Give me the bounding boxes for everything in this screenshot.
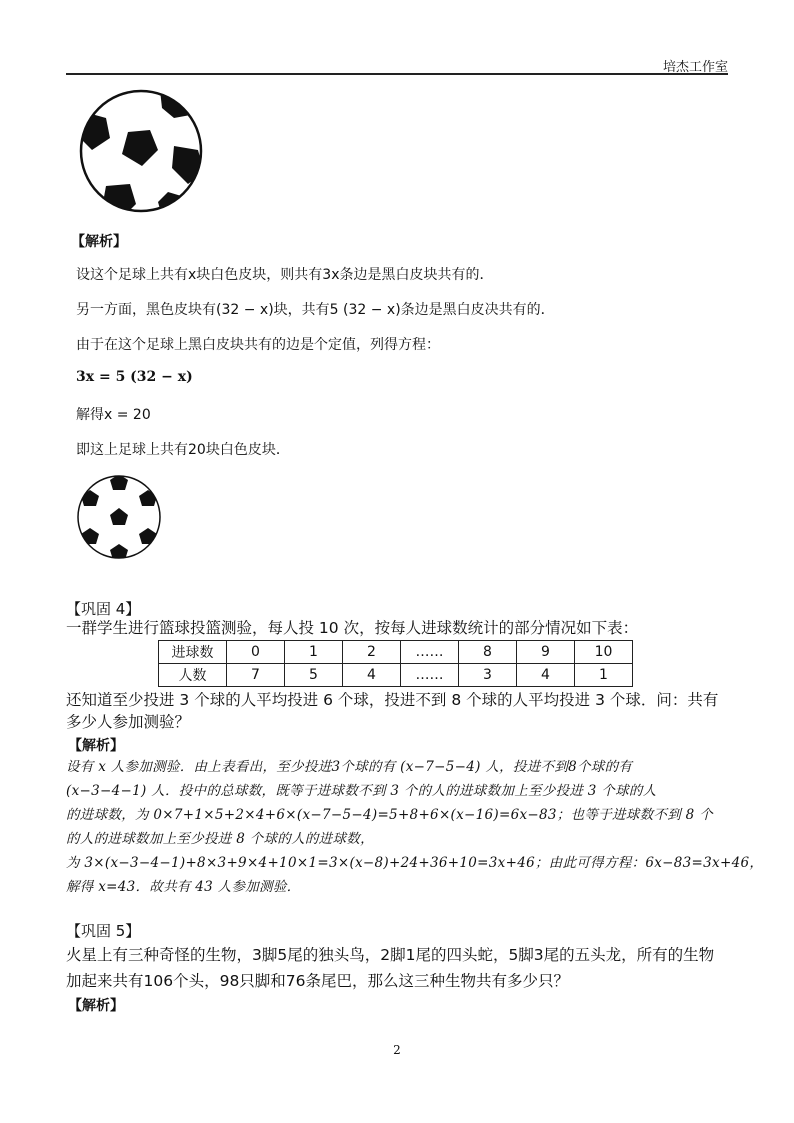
table-row bbox=[159, 641, 633, 664]
page-number: 2 bbox=[393, 1043, 401, 1057]
solution-line: 的进球数，为 0×7+1×5+2×4+6×(x−7−5−4)=5+8+6×(x−16)=6x−83；也等于进球数不到 8 个 bbox=[66, 807, 713, 823]
solution-line: (x−3−4−1) 人．投中的总球数，既等于进球数不到 3 个的人的进球数加上至少投进 3 个球的人 bbox=[66, 783, 657, 799]
solution-result: 解得x = 20 bbox=[76, 407, 151, 423]
section-title: 【巩固 4】 bbox=[66, 600, 141, 618]
solution-line: 设这个足球上共有x块白色皮块，则共有3x条边是黑白皮块共有的． bbox=[76, 267, 494, 283]
table-cell: 10 bbox=[575, 641, 633, 664]
table-cell: 人数 bbox=[159, 664, 227, 687]
table-cell: …… bbox=[401, 641, 459, 664]
header-rule bbox=[66, 73, 728, 75]
table-cell: 8 bbox=[459, 641, 517, 664]
table-cell: 5 bbox=[285, 664, 343, 687]
solution-conclusion: 即这上足球上共有20块白色皮块． bbox=[76, 442, 290, 458]
solution-line: 由于在这个足球上黑白皮块共有的边是个定值，列得方程： bbox=[76, 337, 440, 353]
table-cell: 7 bbox=[227, 664, 285, 687]
table-row bbox=[159, 664, 633, 687]
table-cell: …… bbox=[401, 664, 459, 687]
problem-question: 火星上有三种奇怪的生物，3脚5尾的独头鸟，2脚1尾的四头蛇，5脚3尾的五头龙，所有的生物 bbox=[66, 946, 715, 964]
problem-question: 还知道至少投进 3 个球的人平均投进 6 个球，投进不到 8 个球的人平均投进 3 个球．问：共有 bbox=[66, 691, 719, 709]
solution-line: 解得 x=43．故共有 43 人参加测验． bbox=[66, 879, 301, 895]
solution-line: 为 3×(x−3−4−1)+8×3+9×4+10×1=3×(x−8)+24+36+10=3x+46；由此可得方程：6x−83=3x+46， bbox=[66, 855, 764, 871]
solution-line: 设有 x 人参加测验．由上表看出，至少投进3个球的有 (x−7−5−4) 人，投进不到8个球的有 bbox=[66, 759, 633, 775]
problem-intro: 一群学生进行篮球投篮测验，每人投 10 次，按每人进球数统计的部分情况如下表： bbox=[66, 619, 639, 637]
solution-label: 【解析】 bbox=[71, 234, 127, 250]
solution-line: 另一方面，黑色皮块有(32 − x)块，共有5 (32 − x)条边是黑白皮决共有的． bbox=[76, 302, 555, 318]
table-cell: 2 bbox=[343, 641, 401, 664]
table-cell: 1 bbox=[285, 641, 343, 664]
table-cell: 0 bbox=[227, 641, 285, 664]
section-title: 【巩固 5】 bbox=[66, 922, 141, 940]
solution-line: 的人的进球数加上至少投进 8 个球的人的进球数， bbox=[66, 831, 374, 847]
header-title: 培杰工作室 bbox=[662, 60, 728, 75]
goals-table bbox=[158, 640, 633, 687]
problem-question: 多少人参加测验？ bbox=[66, 713, 191, 731]
table-cell: 1 bbox=[575, 664, 633, 687]
table-cell: 9 bbox=[517, 641, 575, 664]
solution-label: 【解析】 bbox=[68, 998, 124, 1014]
problem-question: 加起来共有106个头，98只脚和76条尾巴，那么这三种生物共有多少只？ bbox=[66, 972, 570, 990]
equation: 3x = 5 (32 − x) bbox=[76, 369, 193, 385]
soccer-ball-pattern-illustration bbox=[76, 474, 162, 560]
table-cell: 4 bbox=[517, 664, 575, 687]
table-cell: 3 bbox=[459, 664, 517, 687]
table-cell: 4 bbox=[343, 664, 401, 687]
soccer-ball-illustration bbox=[78, 88, 204, 214]
table-cell: 进球数 bbox=[159, 641, 227, 664]
solution-label: 【解析】 bbox=[68, 738, 124, 754]
